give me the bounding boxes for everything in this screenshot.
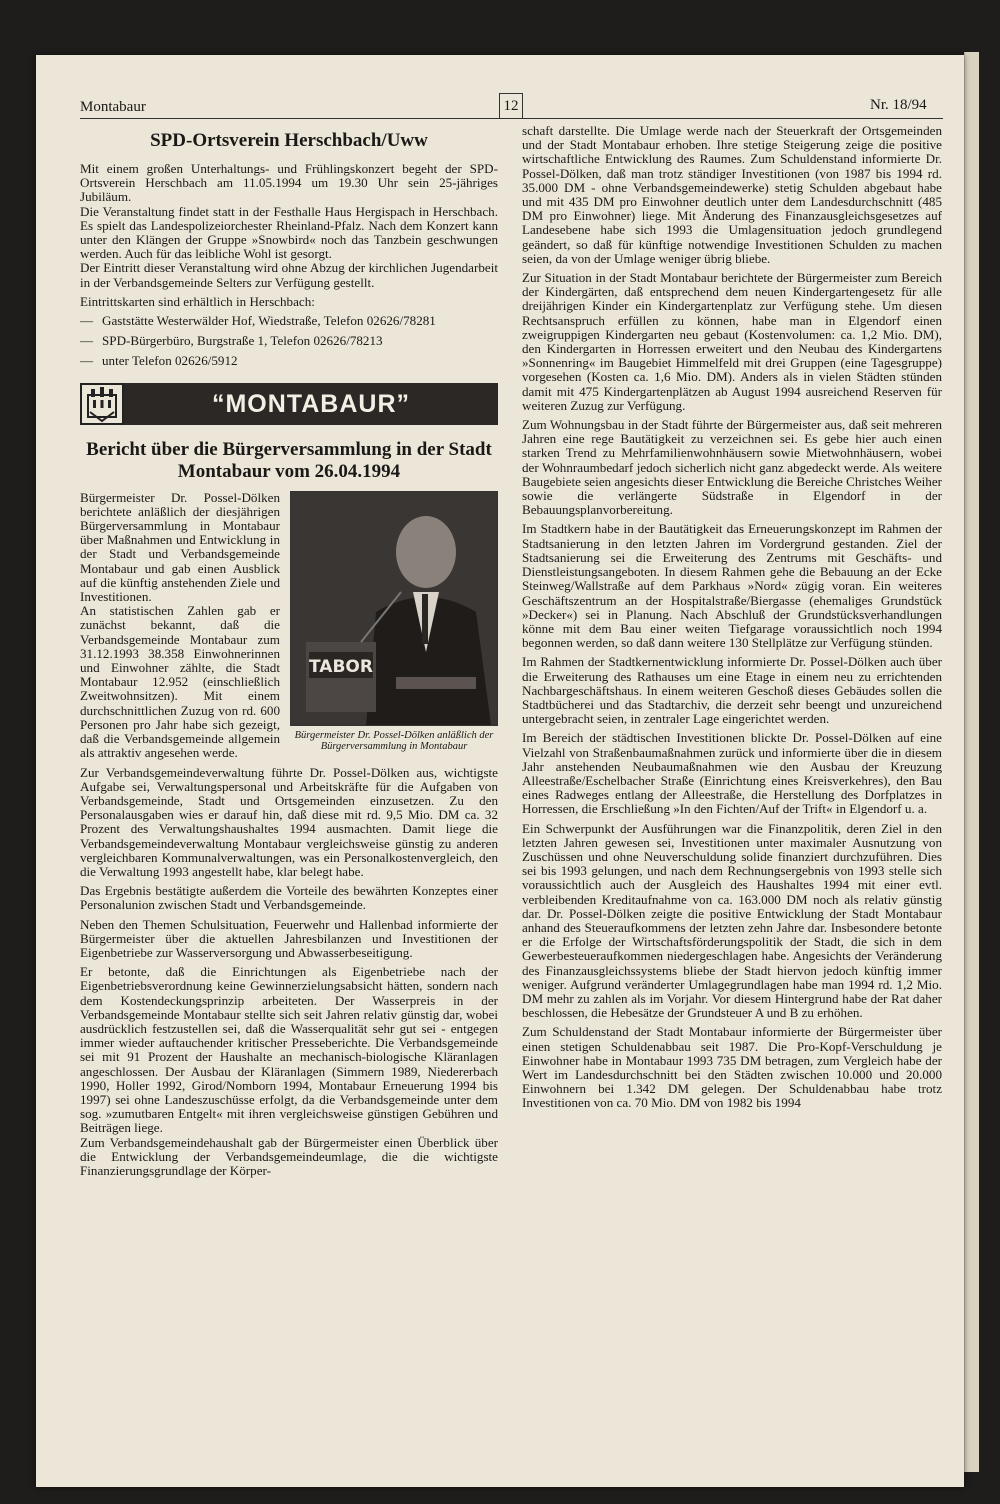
paragraph: Zum Verbandsgemeindehaushalt gab der Bürgermeister einen Überblick über die Entwicklung der Verbandsgemeindeumlage, die die wichtigste Finanzierungsgrundlage der Körper- (80, 1134, 498, 1178)
mayor-photo (290, 491, 498, 726)
dash: — (80, 353, 94, 369)
paragraph: Neben den Themen Schulsituation, Feuerwehr und Hallenbad informierte der Bürgermeister über die aktuellen Jahresbilanzen und Investitionen der Eigenbetriebe zur Wasserversorgung und Abwasserbeseitigung. (80, 916, 498, 960)
header-rule-right (521, 118, 943, 119)
list-item (80, 334, 498, 348)
list-item-text: SPD-Bürgerbüro, Burgstraße 1, Telefon 02626/78213 (102, 333, 383, 349)
paragraph: Er betonte, daß die Einrichtungen als Eigenbetriebe nach der Eigenbetriebsverordnung keine Gewinnerzielungsabsicht hätten, sondern nach dem Kostendeckungsprinzip arbeiteten. Der Wasserpreis in der Verbandsgemeinde Montabaur stellte sich seit Jahren relativ günstig dar, wobei ausdrücklich festzustellen sei, daß die Wasserqualität sehr gut sei - entgegen immer wieder auftauchender kritischer Presseberichte. Die Verbandsgemeinde sei mit 91 Prozent der Haushalte an mechanisch-biologische Kläranlagen angeschlossen. Der Ausbau der Kläranlagen (Simmern 1989, Niedererbach 1990, Holler 1992, Girod/Nomborn 1994, Montabaur Erneuerung 1994 bis 1997) sei ohne Landeszuschüsse erfolgt, da die Verbandsgemeinde unter dem sog. »zumutbaren Entgelt« mit ihren vergleichsweise günstigen Gebühren und Beiträgen liege. (80, 964, 498, 1136)
paragraph: Das Ergebnis bestätigte außerdem die Vorteile des bewährten Konzeptes einer Personalunion zwischen Stadt und Verbandsgemeinde. (80, 883, 498, 913)
right-column (522, 124, 942, 1116)
header-rule-left (80, 118, 500, 119)
section-banner-title: “MONTABAUR” (124, 383, 498, 425)
dash: — (80, 313, 94, 329)
paragraph: Zur Situation in der Stadt Montabaur berichtete der Bürgermeister zum Bereich der Kindergärten, daß entsprechend dem neuen Kindergartengesetz für alle dreijährigen Kinder ein Kindergartenplatz zur Verfügung stehe. Um diesen Rechtsanspruch erfüllen zu können, habe man in Elgendorf einen zweigruppigen Kindergarten neu gebaut (Kostenvolumen: ca. 1,2 Mio. DM), den Kindergarten in Horressen erweitert und den Neubau des Kindergartens »Sonnenring« im Baugebiet Himmelfeld mit drei Gruppen (eine Tagesgruppe) vorgesehen (Kosten ca. 1,6 Mio. DM). Anders als in vielen Städten stünden damit mit 475 Kindergartenplätzen ab August 1994 ausreichend Reserven für weiteren Zuzug zur Verfügung. (522, 270, 942, 413)
paragraph: Zum Schuldenstand der Stadt Montabaur informierte der Bürgermeister über einen stetigen Schuldenabbau seit 1987. Die Pro-Kopf-Verschuldung je Einwohner habe in Montabaur 1993 735 DM betragen, zum Vergleich habe der Wert im Landesdurchschnitt bei den Städten zwischen 10.000 und 20.000 Einwohnern bei 1.342 DM gelegen. Der Schuldenabbau habe trotz Investitionen von ca. 70 Mio. DM von 1982 bis 1994 (522, 1024, 942, 1111)
section-banner (80, 383, 498, 425)
list-item (80, 354, 498, 368)
podium-sign: TABOR (309, 656, 373, 677)
paragraph: Zum Wohnungsbau in der Stadt führte der Bürgermeister aus, daß seit mehreren Jahren eine rege Bautätigkeit zu verzeichnen sei. Es gebe hier auch einen starken Trend zu Mehrfamilienwohnhäusern sowie Mietwohnhäusern, wobei der Wohnraumbedarf jedoch sicherlich nicht ganz abgedeckt werde. Als weitere Baugebiete seien angesichts dieser Entwicklung die Bereiche Christches Weiher sowie die verlängerte Südstraße in Elgendorf in der Bebauungsplanvorbereitung. (522, 417, 942, 518)
article-title-spd: SPD-Ortsverein Herschbach/Uww (150, 130, 428, 151)
paragraph: Zur Verbandsgemeindeverwaltung führte Dr. Possel-Dölken aus, wichtigste Aufgabe sei, Verwaltungspersonal und Arbeitskräfte für die Aufgaben von Verbandsgemeinde, Stadt und Ortsgemeinden einzusetzen. Zu den Personalausgaben wies er darauf hin, daß diese mit rd. 9,5 Mio. DM ca. 32 Prozent des Verwaltungshaushaltes 1994 ausmachten. Damit liege die Verbandsgemeindeverwaltung Montabaur vergleichsweise günstig zu anderen vergleichbaren Kommunalverwaltungen, was ein Personalkostenvergleich, den die Verwaltung 1993 angestellt habe, klar belegt habe. (80, 764, 498, 879)
article-title-buergerversammlung: Bericht über die Bürgerversammlung in der Stadt Montabaur vom 26.04.1994 (86, 438, 492, 482)
paragraph: Im Stadtkern habe in der Bautätigkeit das Erneuerungskonzept im Rahmen der Stadtsanierung in den letzten Jahren im Vordergrund gestanden. Ziel der Stadtsanierung sei die Erweiterung des Zentrums mit Geschäfts- und Dienstleistungsangeboten. In diesem Rahmen gehe die Bebauung an der Ecke Steinweg/Wallstraße auf dem Parkhaus »Nord« zügig voran. Ein weiteres Geschäftszentrum an der Hospitalstraße/Biergasse (ehemaliges Grundstück »Decker«) sei in Planung. Nach Abschluß der Grundstücksverhandlungen könne mit dem Bau einer weiten Tiefgarage voraussichtlich noch 1994 begonnen werden, so daß dann weitere 130 Stellplätze zur Verfügung stünden. (522, 521, 942, 651)
montabaur-coat-of-arms-icon (80, 383, 124, 425)
list-item-text: Gaststätte Westerwälder Hof, Wiedstraße, Telefon 02626/78281 (102, 313, 436, 329)
paragraph: Eintrittskarten sind erhältlich in Herschbach: (80, 293, 315, 309)
photo-figure (290, 491, 498, 753)
dash: — (80, 333, 94, 349)
list-item (80, 314, 498, 328)
paragraph: Mit einem großen Unterhaltungs- und Frühlingskonzert begeht der SPD-Ortsverein Herschbach am 11.05.1994 um 19.30 Uhr sein 25-jähriges Jubiläum. (80, 161, 498, 205)
photo-caption: Bürgermeister Dr. Possel-Dölken anläßlich der Bürgerversammlung in Montabaur (294, 729, 494, 753)
header-town: Montabaur (80, 99, 146, 115)
list-item-text: unter Telefon 02626/5912 (102, 353, 238, 369)
paper-edge (964, 52, 979, 1472)
header-issue: Nr. 18/94 (870, 97, 927, 113)
paragraph: An statistischen Zahlen gab er zunächst bekannt, daß die Verbandsgemeinde Montabaur zum 31.12.1993 38.358 Einwohnerinnen und Einwohner zählte, die Stadt Montabaur 12.952 (einschließlich Zweitwohnsitzen). Mit einem durchschnittlichen Zuzug von rd. 600 Personen pro Jahr habe sich gezeigt, daß die Verbandsgemeinde allgemein als attraktiv angesehen werde. (80, 603, 280, 761)
paragraph: Im Bereich der städtischen Investitionen blickte Dr. Possel-Dölken auf eine Vielzahl von Straßenbaumaßnahmen zurück und informierte über die in diesem Jahr anstehenden Neubaumaßnahmen wie den Ausbau der Kreuzung Alleestraße/Eschelbacher Straße (Einrichtung eines Kreisverkehres), den Bau eines Radweges entlang der Alleestraße, die Herstellung des Dorfplatzes in Horressen, die Erschließung »In den Fichten/Auf der Trift« in Elgendorf u. a. (522, 730, 942, 817)
paragraph: schaft darstellte. Die Umlage werde nach der Steuerkraft der Ortsgemeinden und der Stadt Montabaur erhoben. Ihre stetige Steigerung zeige die positive wirtschaftliche Entwicklung des Raumes. Zum Schuldenstand informierte Dr. Possel-Dölken, daß man trotz ständiger Investitionen (von 1987 bis 1994 rd. 35.000 DM - ohne Verbandsgemeindewerke) stetig Schulden abgebaut habe und mit 435 DM pro Einwohner deutlich unter dem Landesdurchschnitt (485 DM pro Einwohner) liege. Mit Änderung des Finanzausgleichsgesetzes auf Landesebene habe sich 1993 die Umlagensituation jedoch grundlegend geändert, so daß für künftige notwendige Investitionen Schulden zu machen seien, da von der Umlage weniger übrig bliebe. (522, 123, 942, 266)
left-column (80, 124, 498, 1183)
paragraph: Im Rahmen der Stadtkernentwicklung informierte Dr. Possel-Dölken auch über die Erweiterung des Rathauses um eine Etage in einem neu zu errichtenden Nachbargeschäftshaus. In einem weiteren Geschoß dieses Gebäudes sollen die Stadtbücherei und das Stadtarchiv, die derzeit sehr beengt und unzureichend untergebracht seien, in zentraler Lage eingerichtet werden. (522, 654, 942, 727)
page-number: 12 (499, 93, 523, 119)
paragraph: Die Veranstaltung findet statt in der Festhalle Haus Hergispach in Herschbach. Es spielt das Landespolizeiorchester Rheinland-Pfalz. Nach dem Konzert kann unter den Klängen der Gruppe »Snowbird« noch das Tanzbein geschwungen werden. Auch für das leibliche Wohl ist gesorgt. (80, 203, 498, 262)
paragraph: Ein Schwerpunkt der Ausführungen war die Finanzpolitik, deren Ziel in den letzten Jahren gewesen sei, Investitionen unter maximaler Ausnutzung von Zuschüssen und ohne Neuverschuldung solide finanziert durchzuführen. Dies sei bis 1993 gelungen, und nach dem Rechnungsergebnis von 1993 stelle sich voraussichtlich auch der Ausgleich des Haushaltes 1994 mit einer evtl. verbleibenden Kreditaufnahme von ca. 163.000 DM noch als relativ günstig dar. Dr. Possel-Dölken zeigte die positive Entwicklung der Stadt Montabaur anhand des Steueraufkommens der letzten zehn Jahre dar. Insbesondere betonte er die Erfolge der Wirtschaftsförderungspolitik der Stadt, die sich in dem Gewerbesteueraufkommen niedergeschlagen habe. Angesichts der Veränderung des Finanzausgleichssystems bliebe der Stadt hiervon jedoch künftig immer weniger. Aufgrund veränderter Umlagegrundlagen habe man 1994 rd. 1,2 Mio. DM mehr zu zahlen als im Vorjahr. Vor diesem Hintergrund habe der Rat daher beschlossen, die Hebesätze der Grundsteuer A und B zu erhöhen. (522, 820, 942, 1021)
paragraph: Bürgermeister Dr. Possel-Dölken berichtete anläßlich der diesjährigen Bürgerversammlung in Montabaur über Maßnahmen und Entwicklung in der Stadt und Verbandsgemeinde Montabaur und gab einen Ausblick auf die künftig anstehenden Ziele und Investitionen. (80, 489, 280, 605)
paragraph: Der Eintritt dieser Veranstaltung wird ohne Abzug der kirchlichen Jugendarbeit in der Verbandsgemeinde Selters zur Verfügung gestellt. (80, 260, 498, 290)
